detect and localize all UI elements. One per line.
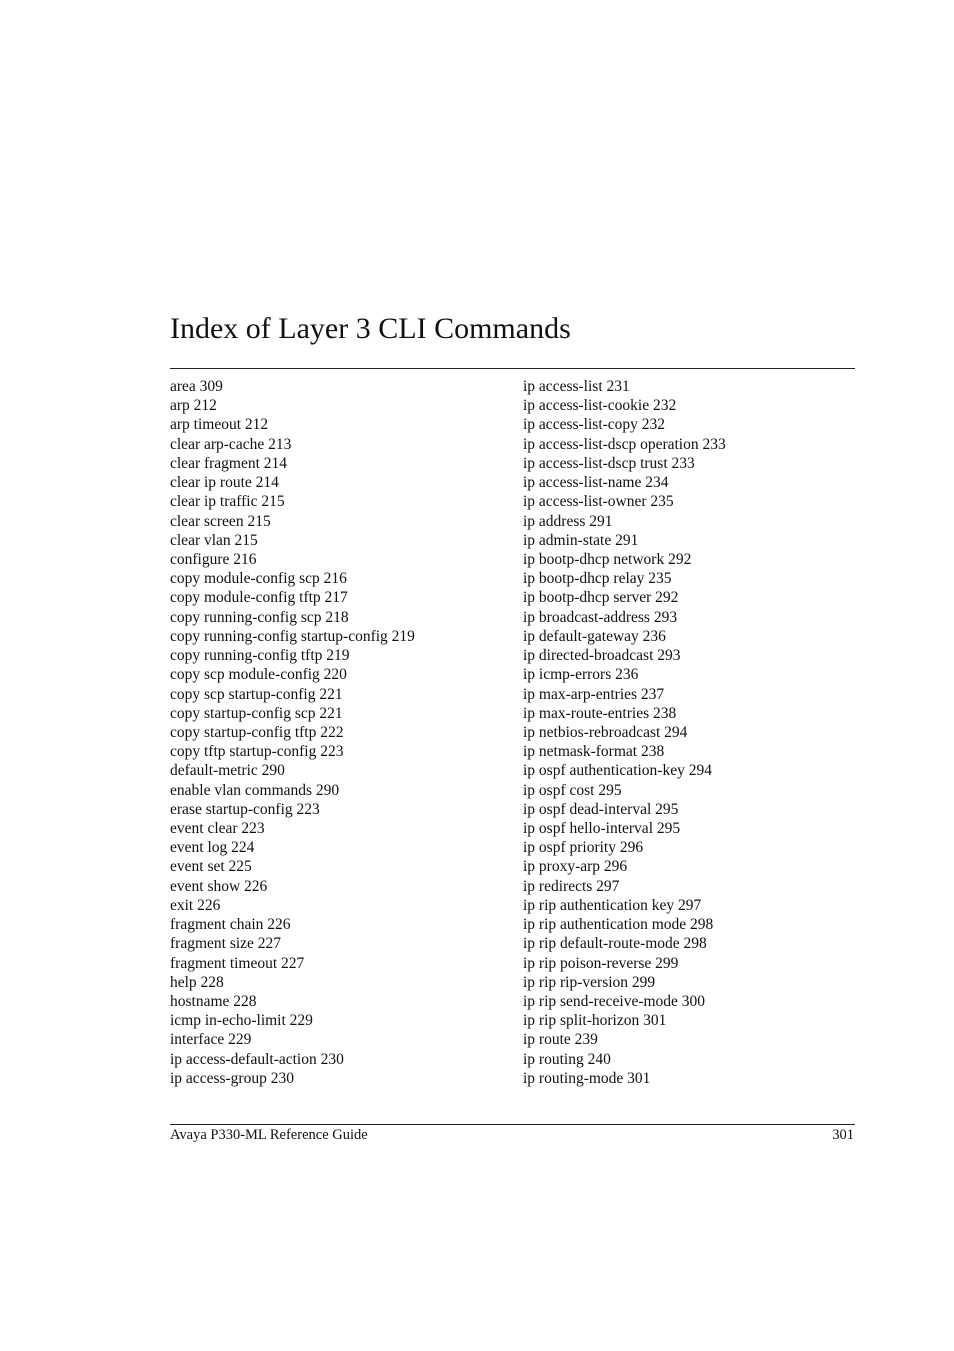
index-entry: ip admin-state 291 <box>523 531 639 549</box>
index-entry: ip ospf cost 295 <box>523 781 622 799</box>
index-entry: copy module-config tftp 217 <box>170 589 348 607</box>
index-entry: ip rip default-route-mode 298 <box>523 935 707 953</box>
index-entry: event log 224 <box>170 839 255 857</box>
index-entry: configure 216 <box>170 550 257 568</box>
index-entry: ip access-list-dscp operation 233 <box>523 435 726 453</box>
index-entry: enable vlan commands 290 <box>170 781 340 799</box>
index-entry: clear ip traffic 215 <box>170 493 285 511</box>
index-entry: interface 229 <box>170 1031 252 1049</box>
page-title: Index of Layer 3 CLI Commands <box>170 312 571 345</box>
index-entry: clear fragment 214 <box>170 454 288 472</box>
index-entry: copy tftp startup-config 223 <box>170 743 344 761</box>
index-entry: ip access-default-action 230 <box>170 1050 344 1068</box>
index-entry: ip netbios-rebroadcast 294 <box>523 723 688 741</box>
index-entry: ip routing 240 <box>523 1050 611 1068</box>
index-entry: ip icmp-errors 236 <box>523 666 639 684</box>
index-entry: ip max-route-entries 238 <box>523 704 677 722</box>
index-entry: ip ospf authentication-key 294 <box>523 762 712 780</box>
index-entry: ip access-list-cookie 232 <box>523 397 677 415</box>
index-entry: ip rip split-horizon 301 <box>523 1012 667 1030</box>
index-entry: arp 212 <box>170 397 217 415</box>
footer-divider <box>170 1124 855 1125</box>
index-entry: area 309 <box>170 378 223 395</box>
index-entry: ip access-list-name 234 <box>523 474 669 492</box>
index-entry: copy running-config tftp 219 <box>170 647 350 665</box>
index-entry: ip proxy-arp 296 <box>523 858 628 876</box>
index-entry: ip address 291 <box>523 512 613 530</box>
index-entry: default-metric 290 <box>170 762 285 780</box>
index-entry: fragment timeout 227 <box>170 954 305 972</box>
index-entry: event show 226 <box>170 877 268 895</box>
index-entry: ip access-list-copy 232 <box>523 416 666 434</box>
index-entry: ip access-list-owner 235 <box>523 493 674 511</box>
index-entry: ip access-group 230 <box>170 1069 294 1087</box>
index-entry: ip netmask-format 238 <box>523 743 665 761</box>
index-entry: ip ospf hello-interval 295 <box>523 820 681 838</box>
index-entry: hostname 228 <box>170 993 257 1010</box>
index-entry: ip access-list 231 <box>523 378 630 395</box>
index-entry: copy scp startup-config 221 <box>170 685 343 703</box>
index-column-right <box>523 377 855 1088</box>
index-entry: ip route 239 <box>523 1031 598 1049</box>
index-entry: ip ospf dead-interval 295 <box>523 800 679 818</box>
index-entry: clear arp-cache 213 <box>170 435 292 453</box>
index-entry: copy running-config startup-config 219 <box>170 627 415 645</box>
index-entry: ip ospf priority 296 <box>523 839 644 857</box>
index-entry: ip bootp-dhcp network 292 <box>523 550 692 568</box>
index-entry: icmp in-echo-limit 229 <box>170 1012 313 1030</box>
index-entry: ip directed-broadcast 293 <box>523 647 681 665</box>
index-entry: fragment size 227 <box>170 935 282 953</box>
index-entry: ip broadcast-address 293 <box>523 608 678 626</box>
index-entry: ip bootp-dhcp relay 235 <box>523 570 672 588</box>
index-entry: event clear 223 <box>170 820 265 838</box>
index-entry: help 228 <box>170 973 224 991</box>
index-entry: copy running-config scp 218 <box>170 608 349 626</box>
index-column-left <box>170 377 510 1088</box>
index-entry: copy startup-config tftp 222 <box>170 723 344 741</box>
index-entry: ip max-arp-entries 237 <box>523 685 665 703</box>
index-entry: ip redirects 297 <box>523 877 620 895</box>
index-entry: ip default-gateway 236 <box>523 627 666 645</box>
index-entry: ip bootp-dhcp server 292 <box>523 589 679 607</box>
index-entry: clear screen 215 <box>170 512 271 530</box>
index-entry: fragment chain 226 <box>170 916 291 934</box>
index-entry: ip rip poison-reverse 299 <box>523 954 679 972</box>
index-entry: copy scp module-config 220 <box>170 666 347 684</box>
footer-document-title: Avaya P330-ML Reference Guide <box>170 1127 368 1143</box>
index-entry: copy startup-config scp 221 <box>170 704 343 722</box>
index-entry: ip rip authentication mode 298 <box>523 916 714 934</box>
page-number: 301 <box>832 1127 854 1143</box>
index-entry: ip routing-mode 301 <box>523 1069 651 1087</box>
index-entry: arp timeout 212 <box>170 416 269 434</box>
title-divider <box>170 368 855 369</box>
index-entry: erase startup-config 223 <box>170 800 320 818</box>
index-entry: ip rip send-receive-mode 300 <box>523 993 706 1010</box>
index-entry: clear vlan 215 <box>170 531 258 549</box>
index-entry: ip rip rip-version 299 <box>523 973 656 991</box>
index-entry: ip access-list-dscp trust 233 <box>523 454 695 472</box>
index-entry: clear ip route 214 <box>170 474 279 492</box>
index-entry: copy module-config scp 216 <box>170 570 347 588</box>
index-entry: ip rip authentication key 297 <box>523 896 702 914</box>
index-entry: event set 225 <box>170 858 252 876</box>
index-entry: exit 226 <box>170 896 221 914</box>
